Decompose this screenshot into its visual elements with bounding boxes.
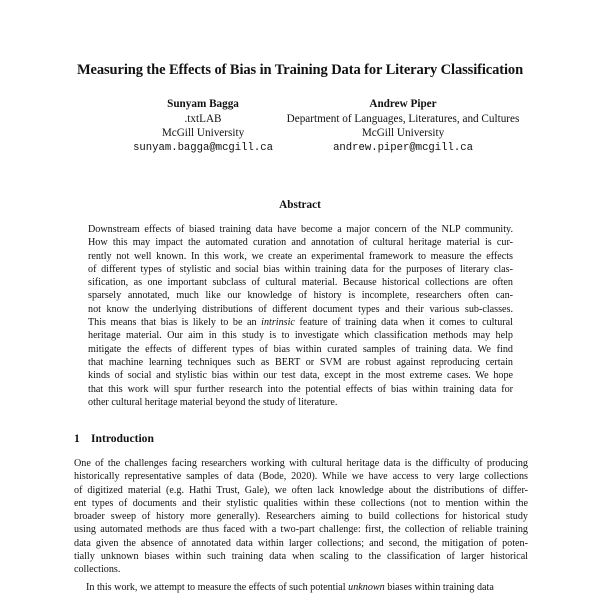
abstract-text: feature of training data when it comes to cultural	[294, 317, 513, 329]
abstract-line: sparsely annotated, much like our knowledge of history is incomplete, researchers often can-	[88, 290, 513, 302]
section-number: 1	[74, 432, 80, 445]
abstract-line: rently not well known. In this work, we create an experimental framework to measure the effects	[88, 250, 513, 262]
intro-line: data given the absence of annotated data within larger collections; and second, the mitigation of poten-	[74, 537, 528, 549]
abstract-body	[88, 223, 513, 409]
abstract-line	[88, 316, 513, 329]
intro-line: tially unknown biases within such training data when scaling to the classification of larger historical	[74, 551, 528, 563]
intro-text: biases within training data	[384, 581, 494, 593]
abstract-line: not know the underlying distributions of different document types and their various sub-classes.	[88, 303, 513, 315]
author-2	[268, 97, 538, 155]
abstract-line: of different types of stylistic and social bias within training data for the purposes of literary clas-	[88, 263, 513, 275]
author-name: Sunyam Bagga	[167, 98, 239, 110]
intro-line: of digitized material (e.g. Hathi Trust, Gale), we often lack knowledge about the distributions of differ-	[74, 484, 528, 496]
intro-line: One of the challenges facing researchers working with cultural heritage data is the difficulty of producing	[74, 458, 528, 469]
abstract-line: heritage material. Our aim in this study is to investigate which classification methods may help	[88, 330, 513, 342]
author-block	[0, 97, 600, 167]
section-heading	[74, 432, 154, 445]
intro-line: broader sweep of history more generally). Researchers aiming to build collections for historical study	[74, 511, 528, 523]
abstract-line: mitigate the effects of different types of bias within curated samples of training data. We find	[88, 343, 513, 355]
abstract-line: How this may impact the automated curation and annotation of cultural heritage material is cur-	[88, 237, 513, 249]
introduction-body	[74, 457, 528, 594]
intro-italic-term: unknown	[348, 581, 385, 593]
author-affiliation: .txtLAB	[184, 112, 222, 125]
author-affiliation: McGill University	[161, 127, 245, 139]
author-affiliation: Department of Languages, Literatures, and Cultures	[286, 112, 520, 125]
intro-text: In this work, we attempt to measure the effects of such potential	[86, 581, 349, 593]
abstract-heading: Abstract	[279, 199, 321, 211]
abstract-line: sification, as one important subclass of cultural material. Because historical collections are often	[88, 277, 513, 289]
intro-line: historically representative samples of data (Bode, 2020). While we have access to very large collections	[74, 471, 528, 483]
abstract-line: Downstream effects of biased training data have become a major concern of the NLP community.	[88, 224, 513, 235]
intro-line: collections.	[74, 564, 121, 576]
intro-line	[74, 581, 528, 594]
abstract-text: This means that bias is likely to be an	[88, 317, 262, 329]
abstract-line: that this work will spur further research into the potential effects of bias within training data for	[88, 383, 513, 395]
abstract-italic-term: intrinsic	[261, 317, 295, 329]
abstract-line: that machine learning techniques such as BERT or SVM are robust against reproducing certain	[88, 356, 513, 368]
abstract-line: kinds of social and stylistic bias within our test data, except in the most extreme cases. We hope	[88, 370, 513, 382]
section-title: Introduction	[91, 432, 154, 445]
author-email: andrew.piper@mcgill.ca	[333, 141, 473, 154]
intro-line: ent types of documents and their stylistic qualities within these collections (not to mention within the	[74, 497, 528, 509]
intro-line: using automated methods are thus faced with a two-part challenge: first, the collection of reliable training	[74, 524, 528, 536]
author-affiliation: McGill University	[361, 127, 445, 139]
author-email: sunyam.bagga@mcgill.ca	[133, 141, 273, 154]
paper-title: Measuring the Effects of Bias in Training Data for Literary Classification	[76, 62, 524, 78]
author-name: Andrew Piper	[369, 98, 437, 110]
abstract-line: other cultural heritage material beyond the study of literature.	[88, 396, 338, 408]
